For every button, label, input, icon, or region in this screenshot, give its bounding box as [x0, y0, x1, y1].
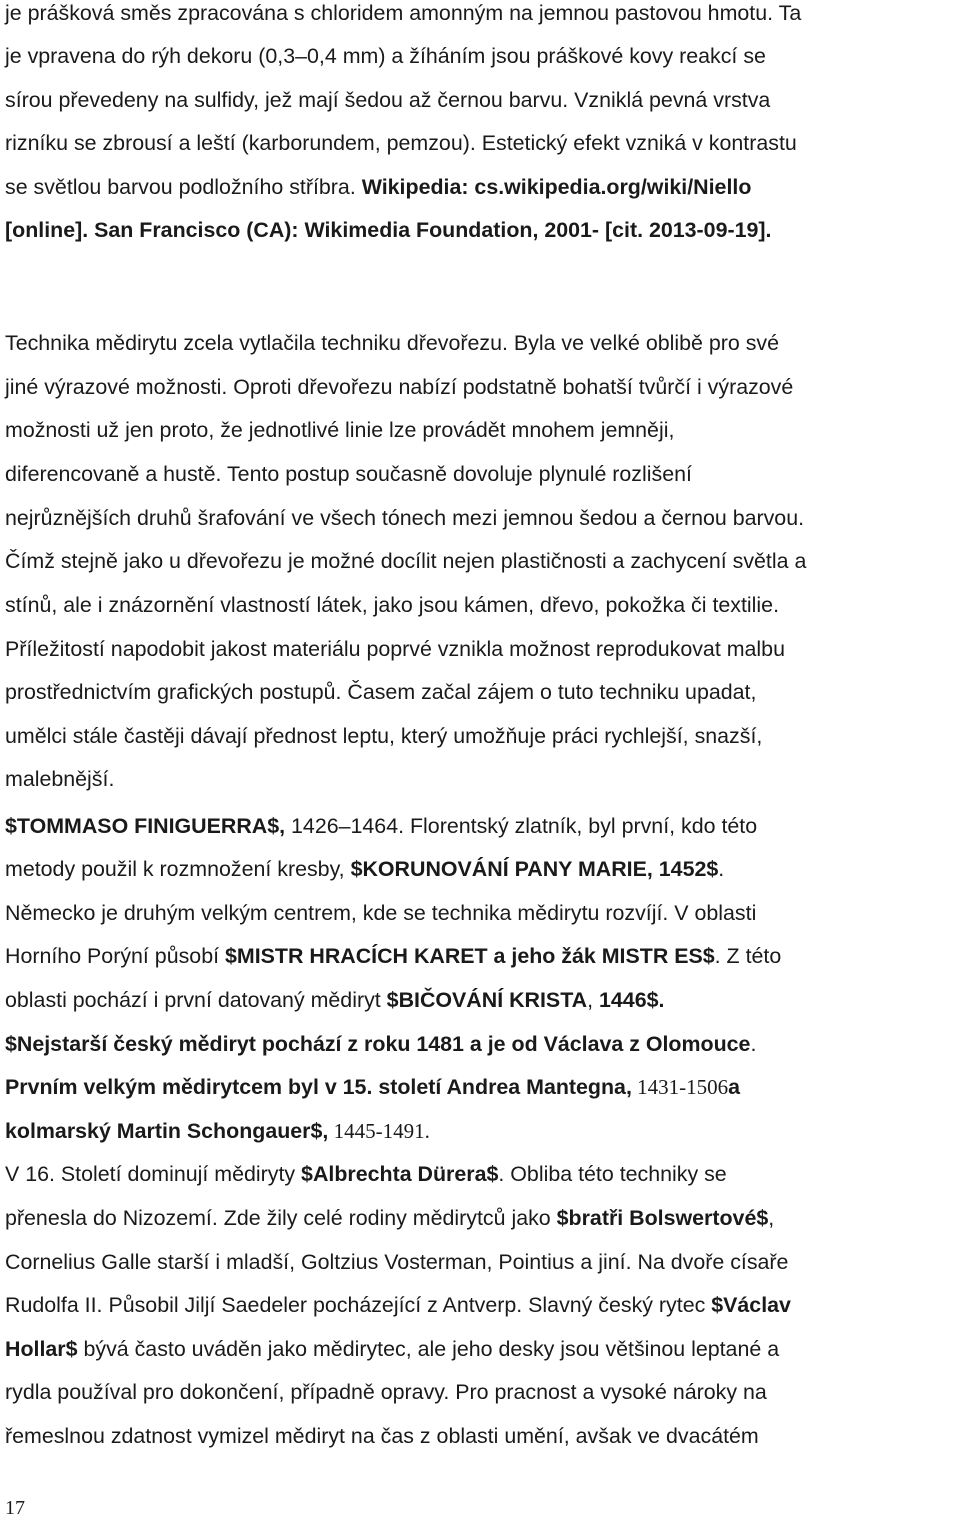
text-line: prostřednictvím grafických postupů. Časem začal zájem o tuto techniku upadat,: [5, 680, 757, 704]
artwork-year: 1446$.: [599, 988, 665, 1012]
text-line: Cornelius Galle starší i mladší, Goltzius Vosterman, Pointius a jiní. Na dvoře císaře: [5, 1250, 789, 1274]
text-line: Čímž stejně jako u dřevořezu je možné docílit nejen plastičnosti a zachycení světla a: [5, 549, 807, 573]
text-line: Technika mědirytu zcela vytlačila techniku dřevořezu. Byla ve velké oblibě pro své: [5, 331, 779, 355]
text-line: nejrůznějších druhů šrafování ve všech tónech mezi jemnou šedou a černou barvou.: [5, 506, 805, 530]
life-dates: 1431-1506: [631, 1075, 729, 1099]
text-line: metody použil k rozmnožení kresby, $KORUNOVÁNÍ PANY MARIE, 1452$.: [5, 857, 725, 881]
text-line: diferencovaně a hustě. Tento postup současně dovoluje plynulé rozlišení: [5, 462, 692, 486]
artist-name: kolmarský Martin Schongauer$,: [5, 1119, 329, 1143]
citation-line: [online]. San Francisco (CA): Wikimedia Foundation, 2001- [cit. 2013-09-19].: [5, 218, 772, 242]
text-line: možnosti už jen proto, že jednotlivé linie lze provádět mnohem jemněji,: [5, 418, 675, 442]
text-line: sírou převedeny na sulfidy, jež mají šedou až černou barvu. Vzniklá pevná vrstva: [5, 88, 771, 112]
text-line: Příležitostí napodobit jakost materiálu poprvé vznikla možnost reprodukovat malbu: [5, 637, 785, 661]
text-line: jiné výrazové možnosti. Oproti dřevořezu nabízí podstatně bohatší tvůrčí i výrazové: [5, 375, 794, 399]
text-line: je vpravena do rýh dekoru (0,3–0,4 mm) a žíháním jsou práškové kovy reakcí se: [5, 44, 766, 68]
text-line: Horního Porýní působí $MISTR HRACÍCH KARET a jeho žák MISTR ES$. Z této: [5, 944, 782, 968]
artwork-title: $KORUNOVÁNÍ PANY MARIE, 1452$: [350, 857, 719, 881]
text-line: stínů, ale i znázornění vlastností látek, jako jsou kámen, dřevo, pokožka či textilie.: [5, 593, 780, 617]
page-number: 17: [5, 1497, 25, 1519]
text-line: Hollar$ bývá často uváděn jako mědirytec, ale jeho desky jsou většinou leptané a: [5, 1337, 780, 1361]
text-line: rydla používal pro dokončení, případně opravy. Pro pracnost a vysoké nároky na: [5, 1380, 767, 1404]
text-line: $TOMMASO FINIGUERRA$, 1426–1464. Florentský zlatník, byl první, kdo této: [5, 814, 758, 838]
artist-name: $bratři Bolswertové$: [556, 1206, 769, 1230]
text-line: Německo je druhým velkým centrem, kde se technika mědirytu rozvíjí. V oblasti: [5, 901, 757, 925]
text-line: $Nejstarší český mědiryt pochází z roku 1481 a je od Václava z Olomouce.: [5, 1032, 757, 1056]
artist-name: $Václav: [711, 1293, 791, 1317]
artwork-title: $BIČOVÁNÍ KRISTA: [386, 988, 588, 1012]
artist-name: $TOMMASO FINIGUERRA$,: [5, 814, 286, 838]
text-line: rizníku se zbrousí a leští (karborundem, pemzou). Estetický efekt vzniká v kontrastu: [5, 131, 797, 155]
life-dates: 1445-1491.: [328, 1119, 430, 1143]
text-line: řemeslnou zdatnost vymizel mědiryt na čas z oblasti umění, avšak ve dvacátém: [5, 1424, 759, 1448]
text-line: oblasti pochází i první datovaný mědiryt $BIČOVÁNÍ KRISTA, 1446$.: [5, 988, 665, 1012]
highlight-statement: $Nejstarší český mědiryt pochází z roku 1481 a je od Václava z Olomouce: [5, 1032, 751, 1056]
text-line: je prášková směs zpracována s chloridem amonným na jemnou pastovou hmotu. Ta: [5, 1, 802, 25]
text-line: Rudolfa II. Působil Jiljí Saedeler pocházející z Antverp. Slavný český rytec $Václav: [5, 1293, 791, 1317]
highlight-statement: Prvním velkým mědirytcem byl v 15. století Andrea Mantegna,: [5, 1075, 632, 1099]
artist-name: Hollar$: [5, 1337, 78, 1361]
artist-name: $Albrechta Dürera$: [301, 1162, 499, 1186]
text-line: V 16. Století dominují mědiryty $Albrechta Dürera$. Obliba této techniky se: [5, 1162, 727, 1186]
text-line: se světlou barvou podložního stříbra. Wikipedia: cs.wikipedia.org/wiki/Niello: [5, 175, 752, 199]
citation-source: Wikipedia: cs.wikipedia.org/wiki/Niello: [361, 175, 752, 199]
artist-name: $MISTR HRACÍCH KARET a jeho žák MISTR ES$: [224, 944, 715, 968]
text-line: umělci stále častěji dávají přednost leptu, který umožňuje práci rychlejší, snazší,: [5, 724, 763, 748]
text-line: Prvním velkým mědirytcem byl v 15. století Andrea Mantegna, 1431-1506a: [5, 1075, 741, 1099]
text-line: [5, 1119, 430, 1143]
text-line: přenesla do Nizozemí. Zde žily celé rodiny mědirytců jako $bratři Bolswertové$,: [5, 1206, 775, 1230]
text-line: malebnější.: [5, 767, 115, 791]
